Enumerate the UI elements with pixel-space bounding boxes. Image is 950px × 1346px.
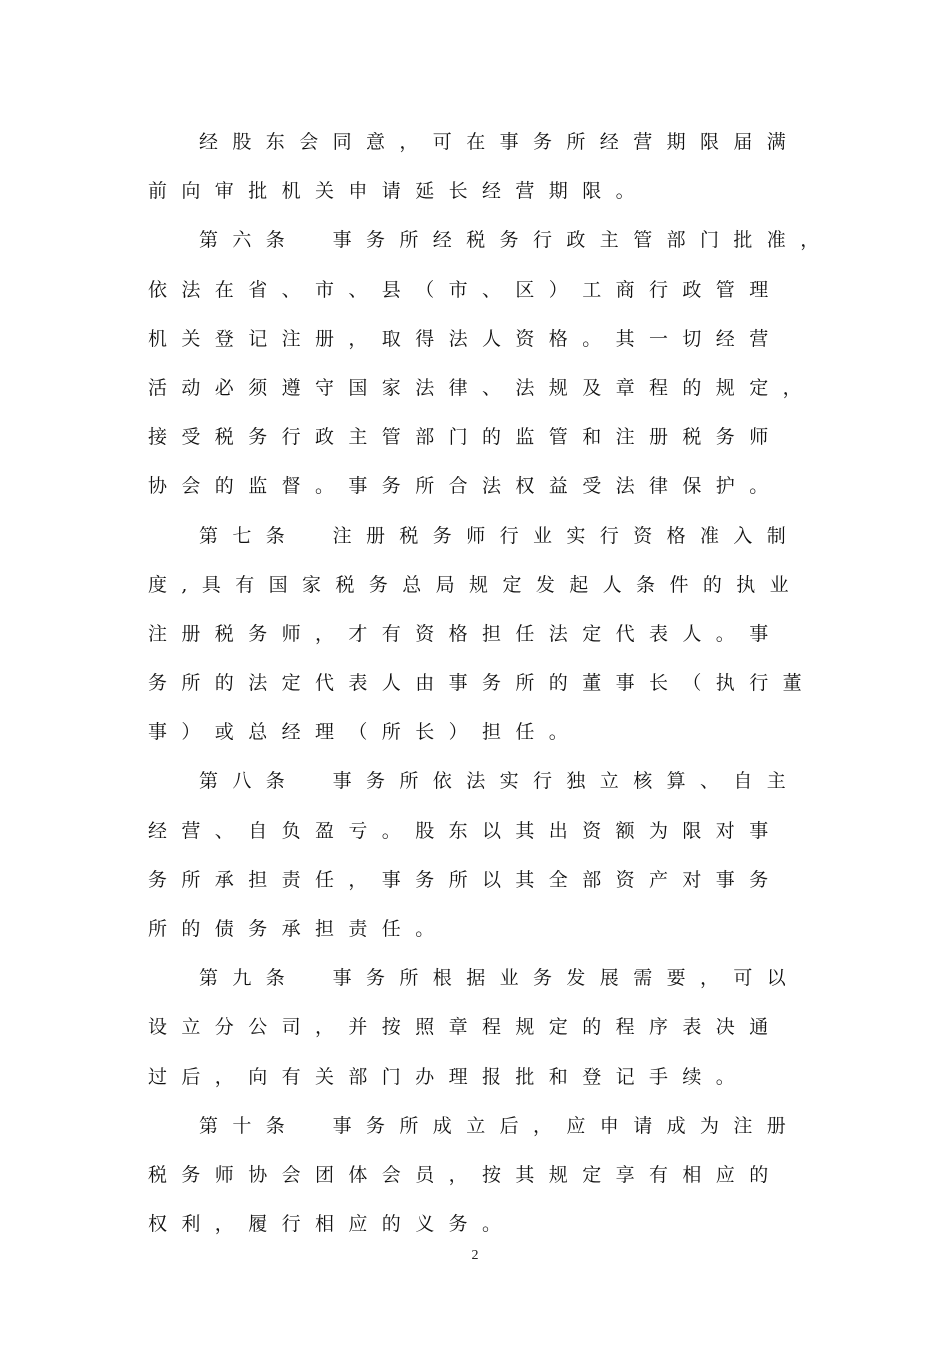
text-line: 依法在省、市、县（市、区）工商行政管理 (148, 278, 783, 301)
text-line: 事）或总经理（所长）担任。 (148, 721, 583, 744)
text-line: 前向审批机关申请延长经营期限。 (148, 180, 650, 203)
text-line: 经营、自负盈亏。股东以其出资额为限对事 (148, 819, 783, 842)
article-6-heading-line: 第六条 事务所经税务行政主管部门批准， (199, 229, 834, 252)
text-line: 活动必须遵守国家法律、法规及章程的规定， (148, 376, 817, 399)
text-line: 权利，履行相应的义务。 (148, 1213, 516, 1236)
article-10-heading-line: 第十条 事务所成立后，应申请成为注册 (199, 1114, 801, 1137)
text-line: 务所的法定代表人由事务所的董事长（执行董 (148, 672, 817, 695)
text-line: 务所承担责任，事务所以其全部资产对事务 (148, 868, 783, 891)
text-line: 经股东会同意，可在事务所经营期限届满 (199, 131, 801, 153)
article-8-heading-line: 第八条 事务所依法实行独立核算、自主 (199, 770, 801, 793)
text-line: 设立分公司，并按照章程规定的程序表决通 (148, 1016, 783, 1039)
text-line: 协会的监督。事务所合法权益受法律保护。 (148, 475, 783, 498)
text-line: 过后，向有关部门办理报批和登记手续。 (148, 1065, 750, 1088)
text-line: 注册税务师，才有资格担任法定代表人。事 (148, 622, 783, 645)
text-line: 所的债务承担责任。 (148, 918, 449, 940)
document-body (148, 118, 834, 1249)
text-line: 税务师协会团体会员，按其规定享有相应的 (148, 1163, 783, 1186)
article-7-heading-line: 第七条 注册税务师行业实行资格准入制 (199, 524, 801, 547)
article-9-heading-line: 第九条 事务所根据业务发展需要，可以 (199, 967, 801, 990)
text-line: 机关登记注册，取得法人资格。其一切经营 (148, 327, 783, 350)
text-line: 接受税务行政主管部门的监管和注册税务师 (148, 426, 783, 449)
text-line: 度,具有国家税务总局规定发起人条件的执业 (148, 573, 804, 596)
page-number: 2 (471, 1248, 479, 1263)
